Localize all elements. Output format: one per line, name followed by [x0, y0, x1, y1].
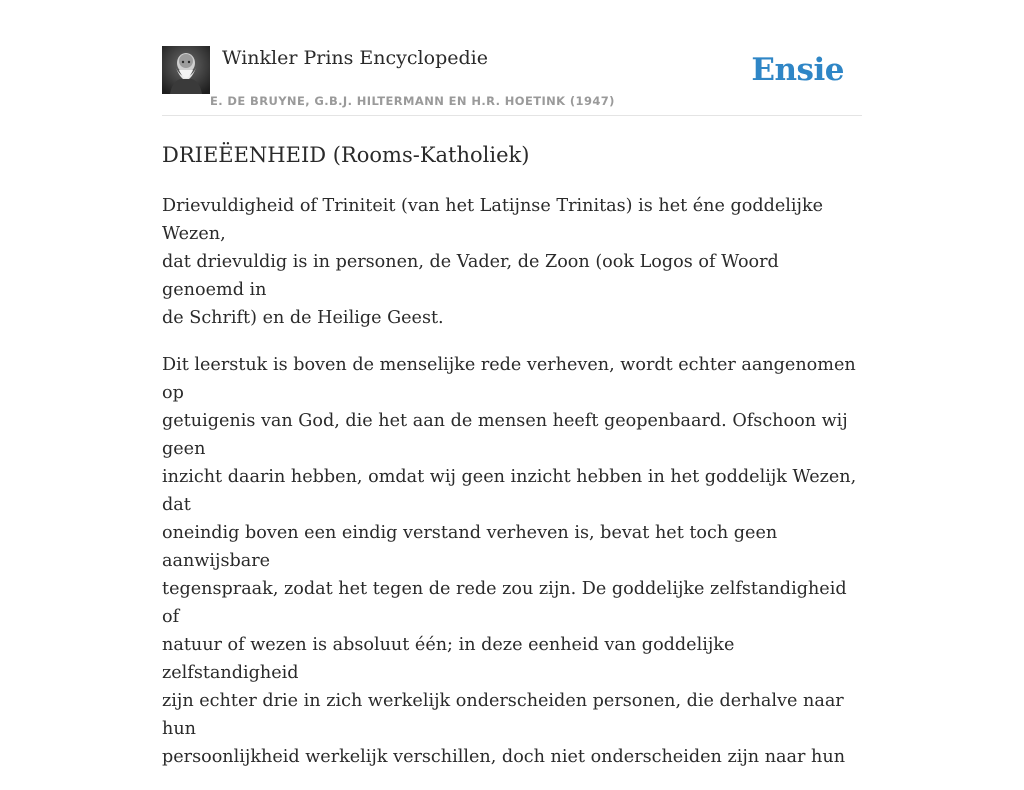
article-paragraph-2: Dit leerstuk is boven de menselijke rede verheven, wordt echter aangenomen op getuigenis van God, die het aan de mensen heeft geopenbaard. Ofschoon wij geen inzicht daarin hebben, omdat wij geen inzicht hebben in het goddelijk Wezen, dat oneindig boven een eindig verstand verheven is, bevat het toch geen aanwijsbare tegenspraak, zodat het tegen de rede zou zijn. De goddelijke zelfstandigheid of natuur of wezen is absoluut één; in deze eenheid van goddelijke zelfstandigheid zijn echter drie in zich werkelijk onderscheiden personen, die derhalve naar hun persoonlijkheid werkelijk verschillen, doch niet onderscheiden zijn naar hun — [162, 355, 857, 767]
author-portrait-avatar — [162, 46, 210, 94]
source-authors: E. DE BRUYNE, G.B.J. HILTERMANN EN H.R. HOETINK (1947) — [210, 94, 615, 108]
article-title: DRIEËENHEID (Rooms-Katholiek) — [162, 143, 530, 167]
ensie-logo[interactable]: Ensie — [751, 52, 844, 88]
article-body — [162, 192, 862, 790]
source-title[interactable]: Winkler Prins Encyclopedie — [222, 47, 488, 69]
source-header — [162, 46, 862, 116]
author-portrait-icon — [162, 46, 210, 94]
article-paragraph-1: Drievuldigheid of Triniteit (van het Latijnse Trinitas) is het éne goddelijke Wezen, dat drievuldig is in personen, de Vader, de Zoon (ook Logos of Woord genoemd in de Schrift) en de Heilige Geest. — [162, 196, 824, 328]
